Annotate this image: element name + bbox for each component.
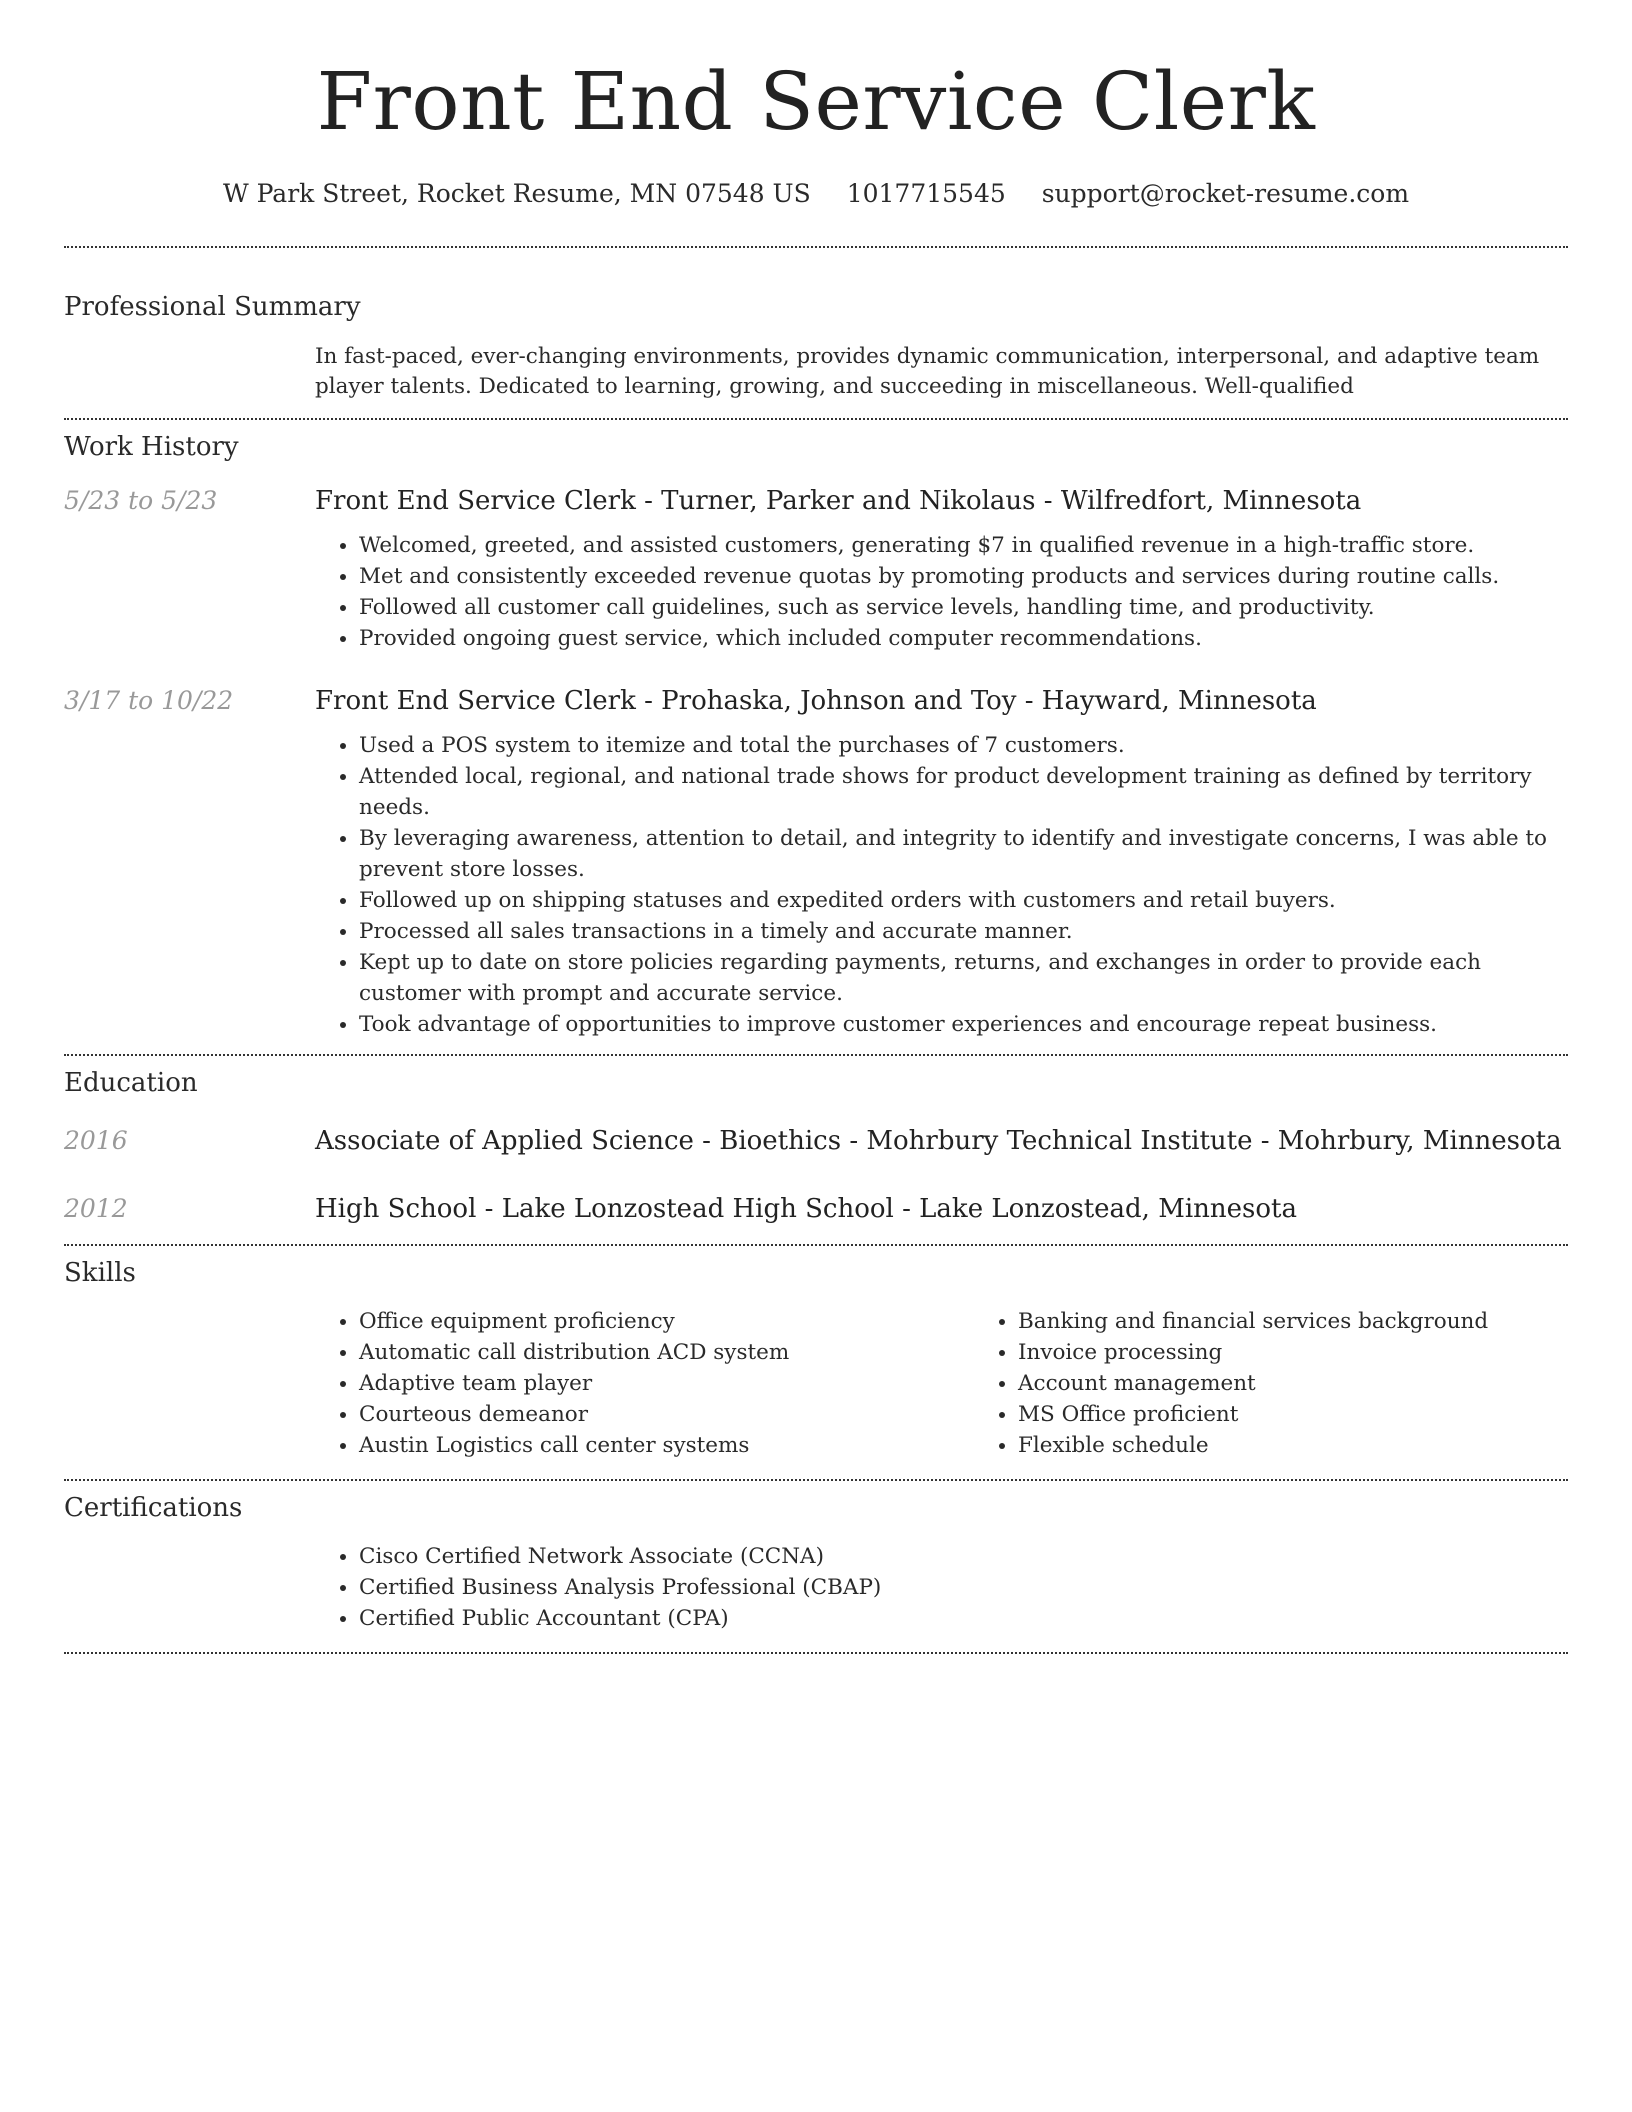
- job-dates: 3/17 to 10/22: [64, 686, 234, 715]
- section-title-certifications: Certifications: [64, 1493, 243, 1523]
- divider: [64, 246, 1568, 248]
- list-item: • Followed up on shipping statuses and expedited orders with customers and retail buyers.: [359, 885, 1568, 916]
- list-item: • Cisco Certified Network Associate (CCNA): [359, 1541, 1568, 1572]
- divider: [64, 1479, 1568, 1481]
- education-year: 2016: [64, 1126, 128, 1155]
- list-item: • Certified Business Analysis Professional (CBAP): [359, 1572, 1568, 1603]
- list-item: • Took advantage of opportunities to improve customer experiences and encourage repeat business.: [359, 1009, 1568, 1040]
- education-year: 2012: [64, 1194, 128, 1223]
- list-item: • Used a POS system to itemize and total the purchases of 7 customers.: [359, 730, 1568, 761]
- skills-list-left: [315, 1306, 974, 1461]
- list-item: • Processed all sales transactions in a timely and accurate manner.: [359, 916, 1568, 947]
- job-bullets: [315, 730, 1568, 1040]
- list-item: • Automatic call distribution ACD system: [359, 1337, 974, 1368]
- section-title-summary: Professional Summary: [64, 292, 361, 322]
- summary-row: [64, 342, 1568, 402]
- contact-line: [64, 178, 1568, 210]
- list-item: • Met and consistently exceeded revenue quotas by promoting products and services during routine calls.: [359, 561, 1568, 592]
- job-heading: Front End Service Clerk - Prohaska, Johnson and Toy - Hayward, Minnesota: [315, 686, 1317, 716]
- list-item: • Welcomed, greeted, and assisted customers, generating $7 in qualified revenue in a high-traffic store.: [359, 530, 1568, 561]
- list-item: • Courteous demeanor: [359, 1399, 974, 1430]
- job-entry: [64, 684, 1568, 1040]
- list-item: • Certified Public Accountant (CPA): [359, 1603, 1568, 1634]
- list-item: • Attended local, regional, and national trade shows for product development training as defined by territory needs.: [359, 761, 1568, 823]
- job-entry: [64, 484, 1568, 654]
- list-item: • Account management: [1018, 1368, 1632, 1399]
- divider: [64, 1244, 1568, 1246]
- list-item: • Kept up to date on store policies regarding payments, returns, and exchanges in order to provide each customer with prompt and accurate service.: [359, 947, 1568, 1009]
- divider: [64, 1054, 1568, 1056]
- list-item: • Invoice processing: [1018, 1337, 1632, 1368]
- list-item: • Austin Logistics call center systems: [359, 1430, 974, 1461]
- skills-list-right: [974, 1306, 1632, 1461]
- resume-name: Front End Service Clerk: [316, 55, 1316, 148]
- list-item: • By leveraging awareness, attention to detail, and integrity to identify and investigate concerns, I was able to prevent store losses.: [359, 823, 1568, 885]
- list-item: • Adaptive team player: [359, 1368, 974, 1399]
- list-item: • Provided ongoing guest service, which included computer recommendations.: [359, 623, 1568, 654]
- list-item: • Office equipment proficiency: [359, 1306, 974, 1337]
- section-title-education: Education: [64, 1068, 198, 1098]
- section-title-skills: Skills: [64, 1258, 136, 1288]
- list-item: • Banking and financial services background: [1018, 1306, 1632, 1337]
- section-title-work: Work History: [64, 432, 239, 462]
- skills-columns: [315, 1306, 1632, 1461]
- education-entry: [64, 1124, 1568, 1158]
- certifications-row: [64, 1541, 1568, 1634]
- education-heading: Associate of Applied Science - Bioethics - Mohrbury Technical Institute - Mohrbury, Minnesota: [315, 1126, 1562, 1156]
- divider: [64, 418, 1568, 420]
- summary-text: In fast-paced, ever-changing environments, provides dynamic communication, interpersonal, and adaptive team player talents. Dedicated to learning, growing, and succeeding in miscellaneous. Well-qualified: [315, 344, 1540, 399]
- job-bullets: [315, 530, 1568, 654]
- skills-row: [64, 1306, 1568, 1461]
- education-heading: High School - Lake Lonzostead High School - Lake Lonzostead, Minnesota: [315, 1194, 1297, 1224]
- certifications-list: [315, 1541, 1568, 1634]
- education-entry: [64, 1192, 1568, 1226]
- job-heading: Front End Service Clerk - Turner, Parker and Nikolaus - Wilfredfort, Minnesota: [315, 486, 1362, 516]
- divider: [64, 1652, 1568, 1654]
- contact-email: support@rocket-resume.com: [1041, 179, 1410, 208]
- list-item: • MS Office proficient: [1018, 1399, 1632, 1430]
- list-item: • Followed all customer call guidelines, such as service levels, handling time, and productivity.: [359, 592, 1568, 623]
- contact-phone: 1017715545: [846, 179, 1006, 208]
- resume-page: [64, 0, 1568, 1654]
- contact-address: W Park Street, Rocket Resume, MN 07548 US: [222, 179, 811, 208]
- list-item: • Flexible schedule: [1018, 1430, 1632, 1461]
- job-dates: 5/23 to 5/23: [64, 486, 218, 515]
